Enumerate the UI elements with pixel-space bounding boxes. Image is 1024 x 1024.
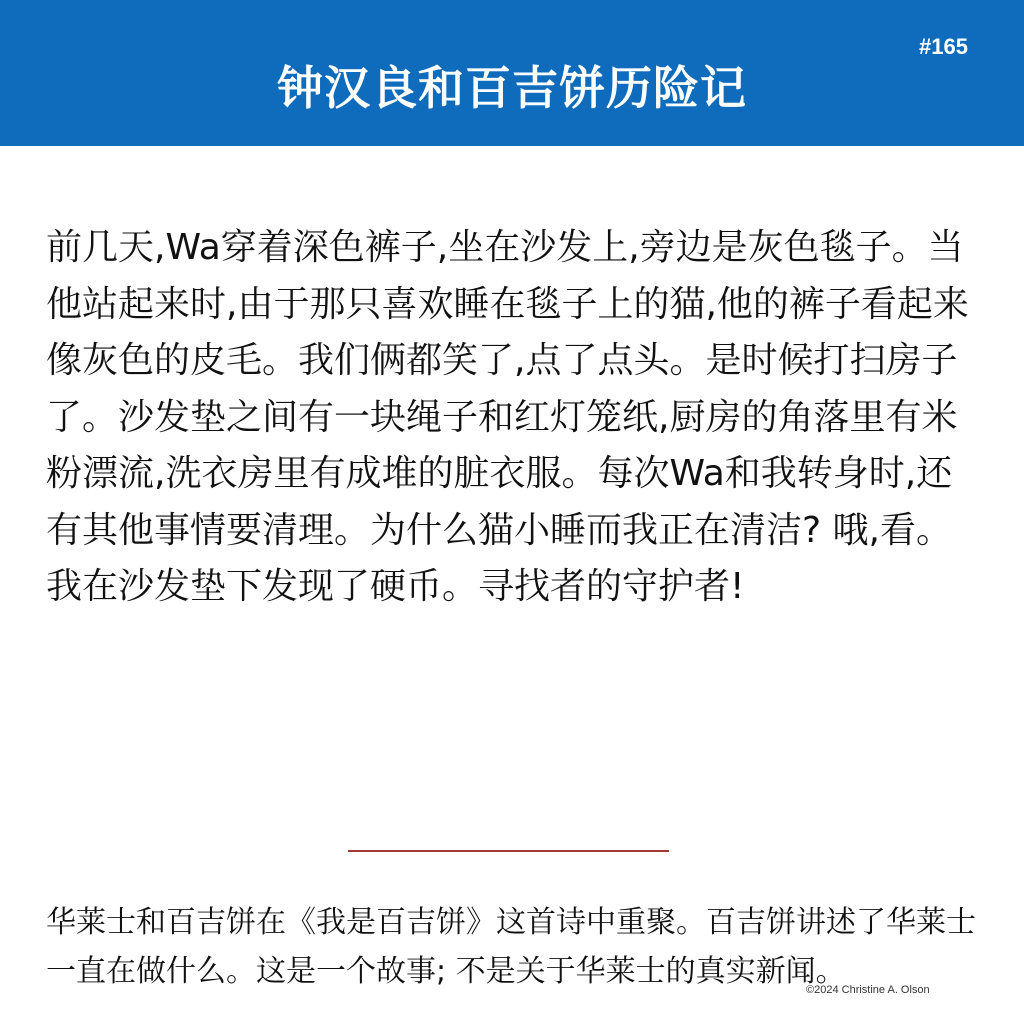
- page-title: 钟汉良和百吉饼历险记: [277, 61, 747, 115]
- issue-number: #165: [919, 34, 968, 59]
- note-text: 华莱士和百吉饼在《我是百吉饼》这首诗中重聚。百吉饼讲述了华莱士一直在做什么。这是一个故事; 不是关于华莱士的真实新闻。: [46, 905, 976, 989]
- header-bar: [0, 0, 1024, 146]
- copyright-text: ©2024 Christine A. Olson: [806, 984, 930, 996]
- section-divider: [348, 850, 669, 852]
- story-text: 前几天,Wa穿着深色裤子,坐在沙发上,旁边是灰色毯子。当他站起来时,由于那只喜欢睡在毯子上的猫,他的裤子看起来像灰色的皮毛。我们俩都笑了,点了点头。是时候打扫房子了。沙发垫之间有一块绳子和红灯笼纸,厨房的角落里有米粉漂流,洗衣房里有成堆的脏衣服。每次Wa和我转身时,还有其他事情要清理。为什么猫小睡而我正在清洁? 哦,看。我在沙发垫下发现了硬币。寻找者的守护者!: [46, 227, 969, 607]
